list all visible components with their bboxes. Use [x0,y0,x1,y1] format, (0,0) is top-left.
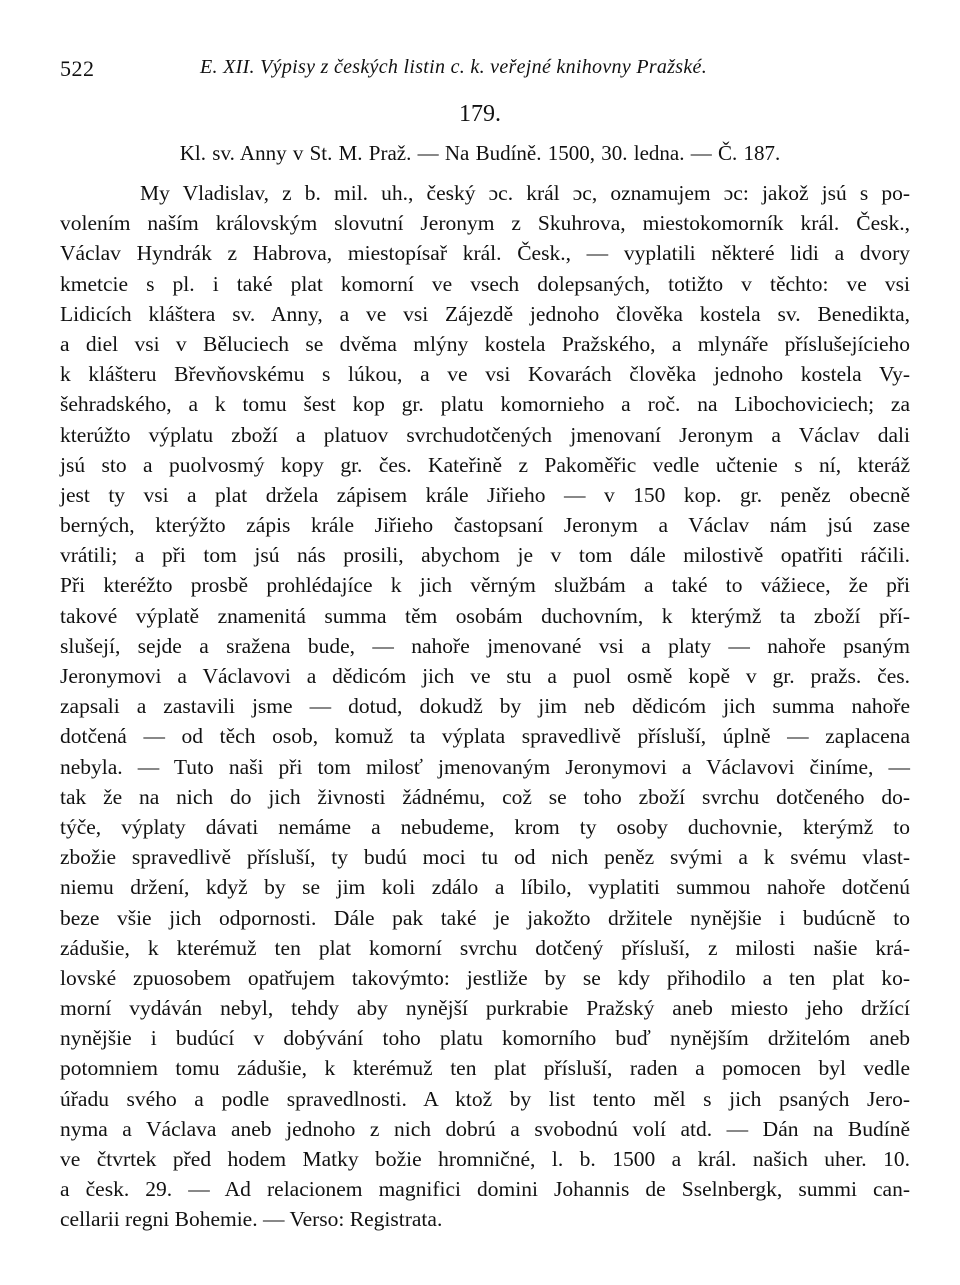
text-line: tak že na nich do jich živnosti žádnému, což se toho zboží svrchu dotčeného do- [60,784,910,809]
running-title: E. XII. Výpisy z českých listin c. k. veřejné knihovny Pražské. [200,56,708,78]
text-line: a diel vsi v Běluciech se dvěma mlýny kostela Pražského, a mlynáře příslušejícieho [60,331,910,356]
text-line: Jeronymovi a Václavovi a dědicóm jich ve stu a puol osmě kopě v gr. pražs. čes. [60,664,910,688]
document-number: 179. [459,101,501,127]
text-line: k klášteru Břevňovskému s lúkou, a ve vsi Kovarách člověka jednoho kostela Vy- [60,362,910,387]
text-line: berných, kterýžto zápis krále Jiřieho častopsaní Jeronym a Václav nám jsú zase [60,513,910,538]
text-line: šehradského, a k tomu šest kop gr. platu komornieho a roč. na Libochoviciech; za [60,392,910,417]
text-line: Václav Hyndrák z Habrova, miestopísař král. Česk., — vyplatili některé lidi a dvory [60,241,910,266]
document-body [60,178,910,1235]
text-line: zádušie, k kterémuž ten plat komorní svrchu dotčený přísluší, z milosti našie krá- [60,935,910,960]
text-line: Lidicích kláštera sv. Anny, a ve vsi Zájezdě jednoho člověka kostela sv. Benedikta, [60,301,910,326]
text-line: niemu držení, když by se jim koli zdálo a líbilo, vyplatiti summou nahoře dotčenú [60,875,910,900]
text-line: týče, výplaty dávati nemáme a nebudeme, krom ty osoby duchovnie, kterýmž to [60,814,910,839]
text-line: vrátili; a při tom jsú nás prosili, abychom je v tom dále milostivě opatřiti ráčili. [60,543,910,568]
text-line: dotčená — od těch osob, komuž ta výplata spravedlivě přísluší, úplně — zaplacena [60,724,910,749]
text-line: kmetcie s pl. i také plat komorní ve vsech dolepsaných, totižto v těchto: ve vsi [60,271,910,296]
text-line: zbožie spravedlivě přísluší, ty budú moci tu od nich peněz svými a k svému vlast- [60,845,910,870]
text-line: morní vydáván nebyl, tehdy aby nynější purkrabie Pražský aneb miesto jeho držící [60,996,910,1021]
text-line: beze všie jich odpornosti. Dále pak také je jakožto držitele nynějšie i budúcně to [60,905,910,930]
text-line: lovské zpuosobem opatřujem takovýmto: jestliže by se kdy přihodilo a ten plat ko- [60,965,910,990]
text-line: jsú sto a puolvosmý kopy gr. čes. Kateřině z Pakoměřic vedle učtenie s ní, kteráž [60,452,910,477]
document-heading: Kl. sv. Anny v St. M. Praž. — Na Budíně. 1500, 30. ledna. — Č. 187. [179,141,781,165]
text-line: My Vladislav, z b. mil. uh., český ɔc. král ɔc, oznamujem ɔc: jakož jsú s po- [140,181,910,205]
text-line: ve čtvrtek před hodem Matky božie hromničné, l. b. 1500 a král. našich uher. 10. [60,1147,910,1171]
text-line: potomniem tomu zádušie, k kterémuž ten plat přísluší, raden a pomocen byl vedle [60,1056,910,1081]
text-line: cellarii regni Bohemie. — Verso: Registrata. [60,1207,443,1232]
page-number: 522 [60,56,95,81]
text-line: slušejí, sejde a sražena bude, — nahoře jmenované vsi a platy — nahoře psaným [60,633,910,658]
text-line: nyma a Václava aneb jednoho z nich dobrú a svobodnú volí atd. — Dán na Budíně [60,1116,910,1141]
text-line: volením naším královským slovutní Jeronym z Skuhrova, miestokomorník král. Česk., [60,211,910,236]
text-line: jest ty vsi a plat držela zápisem krále Jiřieho — v 150 kop. gr. peněz obecně [60,482,910,507]
text-line: zapsali a zastavili jsme — dotud, dokudž by jim neb dědicóm jich summa nahoře [60,694,910,719]
text-line: nynějšie i budúcí v dobývání toho platu komorního buď nynějším držitelóm aneb [60,1026,910,1051]
text-line: kterúžto výplatu zboží a platuov svrchudotčených jmenovaní Jeronym a Václav dali [60,422,910,447]
text-line: úřadu svého a podle spravedlnosti. A ktož by list tento měl s jich psaných Jero- [60,1086,910,1111]
text-line: a česk. 29. — Ad relacionem magnifici domini Johannis de Sselnbergk, summi can- [60,1177,910,1202]
text-line: nebyla. — Tuto naši při tom milosť jmenovaným Jeronymovi a Václavovi činíme, — [60,754,910,779]
text-line: takové výplatě znamenitá summa těm osobám duchovním, k kterýmž ta zboží pří- [60,603,910,628]
running-head [60,56,910,84]
text-line: Při kteréžto prosbě prohlédajíce k jich věrným službám a také to vážiece, že při [60,573,910,598]
